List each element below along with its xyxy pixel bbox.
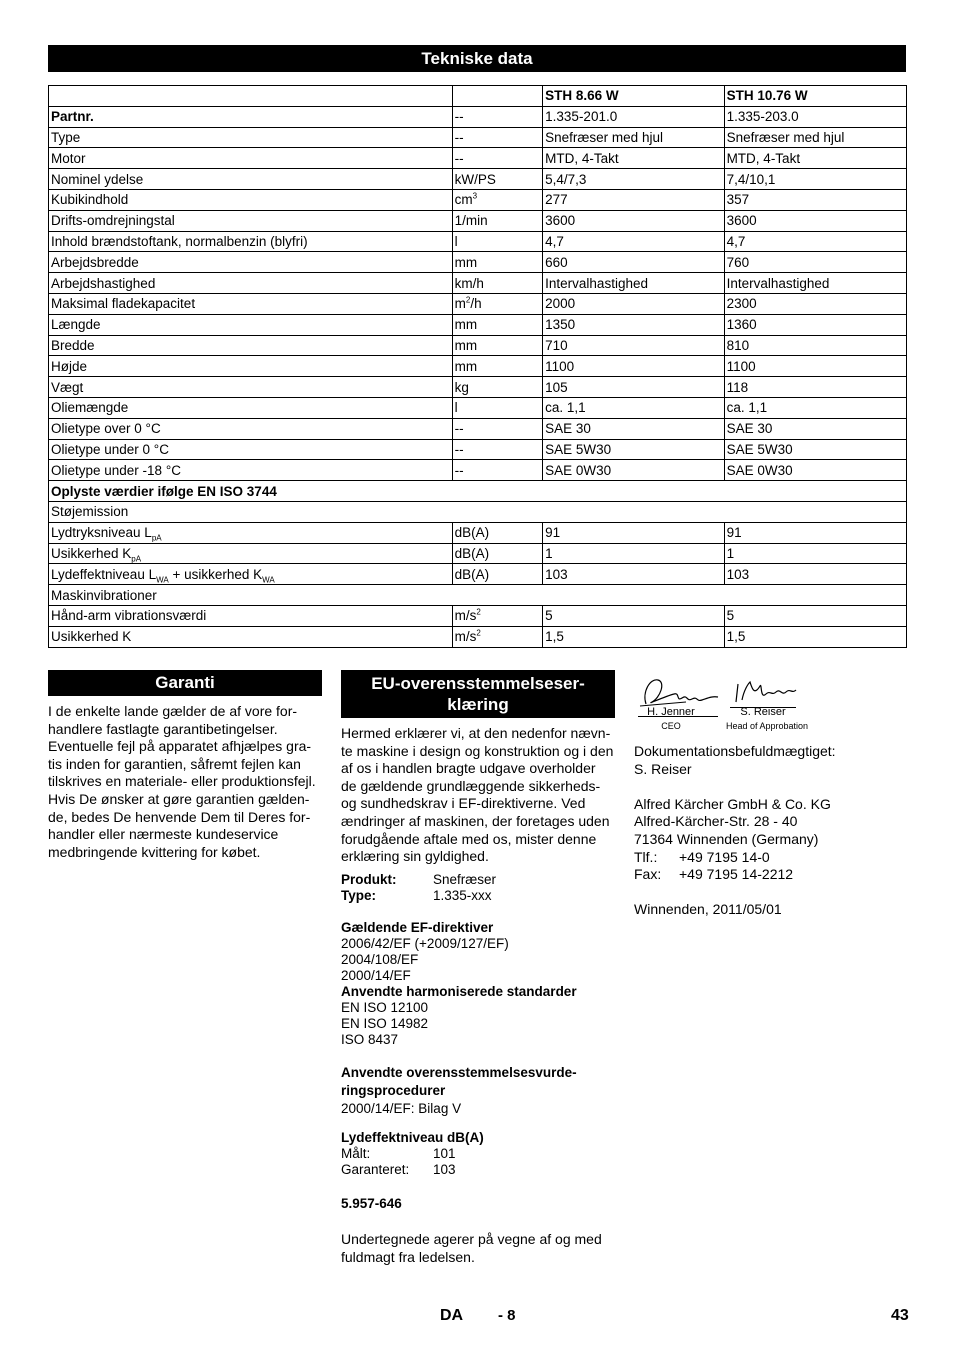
row-unit xyxy=(452,231,543,252)
row-label xyxy=(49,522,453,543)
row-unit xyxy=(452,522,543,543)
row-unit xyxy=(452,189,543,210)
table-row xyxy=(49,522,907,543)
standard-item: ISO 8437 xyxy=(341,1032,399,1047)
row-unit xyxy=(452,252,543,273)
unit-text: km/h xyxy=(454,275,484,291)
row-label xyxy=(49,148,453,169)
footer-language: DA xyxy=(440,1307,464,1324)
value-sth-8-66: 105 xyxy=(543,377,724,398)
value-sth-10-76: SAE 0W30 xyxy=(724,460,906,481)
value-sth-8-66: 710 xyxy=(543,335,724,356)
value-sth-8-66: 91 xyxy=(543,522,724,543)
unit-text: mm xyxy=(454,254,478,270)
company-phone xyxy=(634,849,904,867)
unit-text: mm xyxy=(454,317,478,333)
value-sth-10-76: 2300 xyxy=(724,293,906,314)
signer-name: H. Jenner xyxy=(647,706,695,718)
table-row xyxy=(49,501,907,522)
label-text: + usikkerhed K xyxy=(168,566,263,582)
unit-text: /h xyxy=(470,296,482,312)
doc-rep-label: Dokumentationsbefuldmægtiget: xyxy=(634,743,836,759)
table-row xyxy=(49,543,907,564)
unit-text: dB(A) xyxy=(454,525,490,541)
sound-block xyxy=(341,1130,621,1178)
garanti-line: Eventuelle fejl på apparatet afhjælpes gra- xyxy=(48,738,312,755)
label-text: Kubikindhold xyxy=(51,192,129,208)
label-text: Højde xyxy=(51,358,88,374)
guaranteed-label: Garanteret: xyxy=(341,1162,410,1177)
value-sth-10-76: Intervalhastighed xyxy=(724,273,906,294)
row-unit xyxy=(452,335,543,356)
row-unit xyxy=(452,564,543,585)
section-row-label: Oplyste værdier ifølge EN ISO 3744 xyxy=(49,481,907,502)
label-text: Type xyxy=(51,129,81,145)
unit-text: -- xyxy=(454,421,464,437)
row-label xyxy=(49,252,453,273)
value-sth-10-76: 1,5 xyxy=(724,626,906,647)
unit-text: 1/min xyxy=(454,213,488,229)
label-text: Oliemængde xyxy=(51,400,129,416)
unit-text: dB(A) xyxy=(454,545,490,561)
footer-page-number: 43 xyxy=(891,1307,909,1324)
value-sth-8-66: 1 xyxy=(543,543,724,564)
product-label: Produkt: xyxy=(341,872,397,887)
table-row xyxy=(49,169,907,190)
company-street: Alfred-Kärcher-Str. 28 - 40 xyxy=(634,813,798,830)
unit-superscript: 3 xyxy=(472,191,478,201)
label-text: Hånd-arm vibrationsværdi xyxy=(51,608,207,624)
value-sth-10-76: ca. 1,1 xyxy=(724,397,906,418)
table-header-row xyxy=(49,86,907,107)
value-sth-10-76: SAE 5W30 xyxy=(724,439,906,460)
value-sth-8-66: 5,4/7,3 xyxy=(543,169,724,190)
value-sth-8-66: 103 xyxy=(543,564,724,585)
garanti-line: tis inden for garantien, såfremt fejlen kan xyxy=(48,755,301,772)
table-row xyxy=(49,210,907,231)
table-row xyxy=(49,148,907,169)
page-title: Tekniske data xyxy=(48,45,906,72)
value-sth-10-76: 1 xyxy=(724,543,906,564)
fax-value: +49 7195 14-2212 xyxy=(679,866,794,883)
eu-intro-text xyxy=(341,725,615,866)
closing-line: Undertegnede agerer på vegne af og med xyxy=(341,1231,602,1247)
value-sth-8-66: SAE 5W30 xyxy=(543,439,724,460)
product-row xyxy=(341,872,496,888)
value-sth-8-66: 1,5 xyxy=(543,626,724,647)
row-unit xyxy=(452,148,543,169)
table-row xyxy=(49,356,907,377)
measured-label: Målt: xyxy=(341,1146,371,1161)
value-sth-10-76: 1100 xyxy=(724,356,906,377)
row-unit xyxy=(452,605,543,626)
table-row xyxy=(49,231,907,252)
signer-role: Head of Approbation xyxy=(725,721,809,731)
value-sth-10-76: 7,4/10,1 xyxy=(724,169,906,190)
signature-reiser-image xyxy=(730,674,800,710)
signer-role: CEO xyxy=(661,721,681,731)
garanti-line: I de enkelte lande gælder de af vore for- xyxy=(48,703,298,719)
doc-rep-name: S. Reiser xyxy=(634,760,692,777)
row-label xyxy=(49,626,453,647)
value-sth-8-66: 1100 xyxy=(543,356,724,377)
type-row xyxy=(341,888,492,904)
label-text: Olietype under -18 °C xyxy=(51,462,181,478)
table-row xyxy=(49,377,907,398)
label-text: Vægt xyxy=(51,379,84,395)
row-unit xyxy=(452,293,543,314)
closing-text xyxy=(341,1231,621,1266)
table-row xyxy=(49,397,907,418)
value-sth-10-76: Snefræser med hjul xyxy=(724,127,906,148)
row-unit xyxy=(452,106,543,127)
label-text: Nominel ydelse xyxy=(51,171,144,187)
standard-item: EN ISO 12100 xyxy=(341,1000,429,1015)
table-row xyxy=(49,127,907,148)
value-sth-10-76: 5 xyxy=(724,605,906,626)
eu-intro-line: og sundhedskrav i EF-direktiverne. Ved xyxy=(341,795,586,812)
table-row xyxy=(49,605,907,626)
garanti-heading: Garanti xyxy=(48,670,322,696)
tel-label: Tlf.: xyxy=(634,848,658,865)
label-text: Usikkerhed K xyxy=(51,545,132,561)
value-sth-8-66: 2000 xyxy=(543,293,724,314)
type-label: Type: xyxy=(341,888,377,903)
table-row xyxy=(49,418,907,439)
value-sth-8-66: SAE 30 xyxy=(543,418,724,439)
row-unit xyxy=(452,210,543,231)
unit-text: kg xyxy=(454,379,469,395)
value-sth-10-76: 810 xyxy=(724,335,906,356)
company-block xyxy=(634,743,904,919)
eu-declaration-heading xyxy=(341,670,615,718)
value-sth-10-76: MTD, 4-Takt xyxy=(724,148,906,169)
doc-number: 5.957-646 xyxy=(341,1196,402,1211)
value-sth-8-66: 1350 xyxy=(543,314,724,335)
value-sth-8-66: 277 xyxy=(543,189,724,210)
table-row xyxy=(49,273,907,294)
value-sth-8-66: 4,7 xyxy=(543,231,724,252)
row-label xyxy=(49,210,453,231)
value-sth-10-76: SAE 30 xyxy=(724,418,906,439)
row-unit xyxy=(452,169,543,190)
row-label xyxy=(49,377,453,398)
value-sth-10-76: 1360 xyxy=(724,314,906,335)
unit-superscript: 2 xyxy=(465,295,471,305)
procedure-heading-1: Anvendte overensstemmelsesvurde- xyxy=(341,1065,577,1080)
label-text: Partnr. xyxy=(51,109,94,125)
label-subscript: pA xyxy=(131,554,142,564)
row-label xyxy=(49,356,453,377)
procedure-heading-2: ringsprocedurer xyxy=(341,1083,446,1098)
row-unit xyxy=(452,397,543,418)
unit-text: cm xyxy=(454,192,473,208)
eu-intro-line: te maskine i design og konstruktion og i den xyxy=(341,742,614,759)
value-sth-8-66: ca. 1,1 xyxy=(543,397,724,418)
value-sth-8-66: 5 xyxy=(543,605,724,626)
eu-intro-line: forudgående aftale med os, mister denne xyxy=(341,830,597,847)
table-row xyxy=(49,439,907,460)
label-text: Drifts-omdrejningstal xyxy=(51,213,175,229)
unit-text: -- xyxy=(454,109,464,125)
table-row xyxy=(49,481,907,502)
label-text: Usikkerhed K xyxy=(51,629,132,645)
value-sth-10-76: 4,7 xyxy=(724,231,906,252)
garanti-line: tilskrives en materiale- eller produktionsfejl. xyxy=(48,773,316,790)
unit-superscript: 2 xyxy=(476,628,481,638)
row-label xyxy=(49,314,453,335)
fax-label: Fax: xyxy=(634,866,662,883)
row-unit xyxy=(452,460,543,481)
unit-text: mm xyxy=(454,337,478,353)
garanti-line: handlere fastlagte garantibetingelser. xyxy=(48,720,278,737)
table-row xyxy=(49,564,907,585)
unit-text: -- xyxy=(454,150,464,166)
label-text: Bredde xyxy=(51,337,95,353)
eu-intro-line: af os i handlen bragte udgave overholder xyxy=(341,760,596,777)
row-label xyxy=(49,169,453,190)
garanti-line: Hvis De ønsker at gøre garantien gælden- xyxy=(48,790,310,807)
value-sth-10-76: 103 xyxy=(724,564,906,585)
table-row xyxy=(49,460,907,481)
garanti-line: de, bedes De henvende Dem til Deres for- xyxy=(48,808,311,825)
company-name: Alfred Kärcher GmbH & Co. KG xyxy=(634,795,831,812)
garanti-line: medbringende kvittering for købet. xyxy=(48,843,261,860)
directive-item: 2006/42/EF (+2009/127/EF) xyxy=(341,936,509,951)
column-header: STH 8.66 W xyxy=(543,86,724,107)
value-sth-8-66: MTD, 4-Takt xyxy=(543,148,724,169)
row-label xyxy=(49,564,453,585)
unit-text: -- xyxy=(454,441,464,457)
label-subscript: pA xyxy=(151,533,162,543)
unit-text: l xyxy=(454,400,458,416)
footer-section-page: - 8 xyxy=(498,1307,516,1324)
tech-data-table xyxy=(48,85,907,648)
eu-heading-line1: EU-overensstemmelseser- xyxy=(371,674,585,693)
standard-item: EN ISO 14982 xyxy=(341,1016,429,1031)
label-text: Arbejdshastighed xyxy=(51,275,156,291)
row-unit xyxy=(452,273,543,294)
section-row-label: Maskinvibrationer xyxy=(49,585,907,606)
row-label xyxy=(49,127,453,148)
row-unit xyxy=(452,543,543,564)
label-text: Olietype over 0 °C xyxy=(51,421,161,437)
row-unit xyxy=(452,626,543,647)
measured-row xyxy=(341,1146,621,1162)
guaranteed-row xyxy=(341,1162,621,1178)
row-unit xyxy=(452,377,543,398)
value-sth-8-66: Intervalhastighed xyxy=(543,273,724,294)
garanti-line: handler eller nærmeste kundeservice xyxy=(48,826,279,843)
unit-text: -- xyxy=(454,129,464,145)
unit-text: m/s xyxy=(454,629,477,645)
table-row xyxy=(49,189,907,210)
label-text: Lydeffektniveau L xyxy=(51,566,157,582)
table-row xyxy=(49,585,907,606)
value-sth-10-76: 357 xyxy=(724,189,906,210)
unit-text: kW/PS xyxy=(454,171,496,187)
eu-intro-line: de gældende grundlæggende sikkerheds- xyxy=(341,777,601,794)
garanti-text xyxy=(48,703,322,861)
column-header: STH 10.76 W xyxy=(724,86,906,107)
row-label xyxy=(49,418,453,439)
row-unit xyxy=(452,418,543,439)
label-text: Længde xyxy=(51,317,101,333)
value-sth-10-76: 1.335-203.0 xyxy=(724,106,906,127)
label-text: Maksimal fladekapacitet xyxy=(51,296,196,312)
row-label xyxy=(49,335,453,356)
row-unit xyxy=(452,314,543,335)
row-label xyxy=(49,460,453,481)
product-value: Snefræser xyxy=(433,872,497,887)
place-date: Winnenden, 2011/05/01 xyxy=(634,901,782,918)
eu-intro-line: erklæring sin gyldighed. xyxy=(341,848,489,865)
unit-text: -- xyxy=(454,462,464,478)
value-sth-10-76: 118 xyxy=(724,377,906,398)
row-label xyxy=(49,231,453,252)
label-subscript: WA xyxy=(262,575,275,585)
unit-superscript: 2 xyxy=(476,607,481,617)
standards-heading: Anvendte harmoniserede standarder xyxy=(341,984,577,999)
label-text: Motor xyxy=(51,150,86,166)
unit-text: dB(A) xyxy=(454,566,490,582)
unit-text: mm xyxy=(454,358,478,374)
label-text: Arbejdsbredde xyxy=(51,254,139,270)
eu-intro-line: Hermed erklærer vi, at den nedenfor nævn- xyxy=(341,725,611,741)
value-sth-8-66: 1.335-201.0 xyxy=(543,106,724,127)
procedure-block xyxy=(341,1064,621,1118)
value-sth-8-66: Snefræser med hjul xyxy=(543,127,724,148)
directive-item: 2004/108/EF xyxy=(341,952,419,967)
company-fax xyxy=(634,866,904,884)
table-row xyxy=(49,293,907,314)
row-unit xyxy=(452,127,543,148)
label-text: Olietype under 0 °C xyxy=(51,441,169,457)
signer-name: S. Reiser xyxy=(740,706,786,718)
sound-heading: Lydeffektniveau dB(A) xyxy=(341,1130,484,1145)
company-city: 71364 Winnenden (Germany) xyxy=(634,830,819,847)
label-text: Inhold brændstoftank, normalbenzin (blyfri) xyxy=(51,233,308,249)
row-label xyxy=(49,397,453,418)
unit-text: m/s xyxy=(454,608,477,624)
table-row xyxy=(49,626,907,647)
value-sth-10-76: 760 xyxy=(724,252,906,273)
procedure-value: 2000/14/EF: Bilag V xyxy=(341,1101,462,1116)
unit-text: m xyxy=(454,296,466,312)
row-unit xyxy=(452,356,543,377)
measured-value: 101 xyxy=(433,1146,456,1161)
guaranteed-value: 103 xyxy=(433,1162,456,1177)
value-sth-8-66: 660 xyxy=(543,252,724,273)
row-label xyxy=(49,605,453,626)
table-row xyxy=(49,335,907,356)
value-sth-10-76: 3600 xyxy=(724,210,906,231)
label-subscript: WA xyxy=(156,575,169,585)
row-label xyxy=(49,189,453,210)
table-row xyxy=(49,252,907,273)
closing-line: fuldmagt fra ledelsen. xyxy=(341,1248,475,1265)
section-row-label: Støjemission xyxy=(49,501,907,522)
row-label xyxy=(49,543,453,564)
label-text: Lydtryksniveau L xyxy=(51,525,152,541)
row-unit xyxy=(452,439,543,460)
directives-block xyxy=(341,920,621,1048)
directive-item: 2000/14/EF xyxy=(341,968,411,983)
tel-value: +49 7195 14-0 xyxy=(679,848,770,865)
eu-heading-line2: klæring xyxy=(447,695,509,714)
type-value: 1.335-xxx xyxy=(433,888,492,903)
value-sth-10-76: 91 xyxy=(724,522,906,543)
row-label xyxy=(49,439,453,460)
column-header xyxy=(49,86,453,107)
row-label xyxy=(49,273,453,294)
eu-intro-line: ændringer af maskinen, der foretages uden xyxy=(341,812,610,829)
directives-heading: Gældende EF-direktiver xyxy=(341,920,494,935)
row-label xyxy=(49,293,453,314)
column-header xyxy=(452,86,543,107)
value-sth-8-66: SAE 0W30 xyxy=(543,460,724,481)
table-row xyxy=(49,106,907,127)
unit-text: l xyxy=(454,233,458,249)
row-label xyxy=(49,106,453,127)
value-sth-8-66: 3600 xyxy=(543,210,724,231)
table-row xyxy=(49,314,907,335)
